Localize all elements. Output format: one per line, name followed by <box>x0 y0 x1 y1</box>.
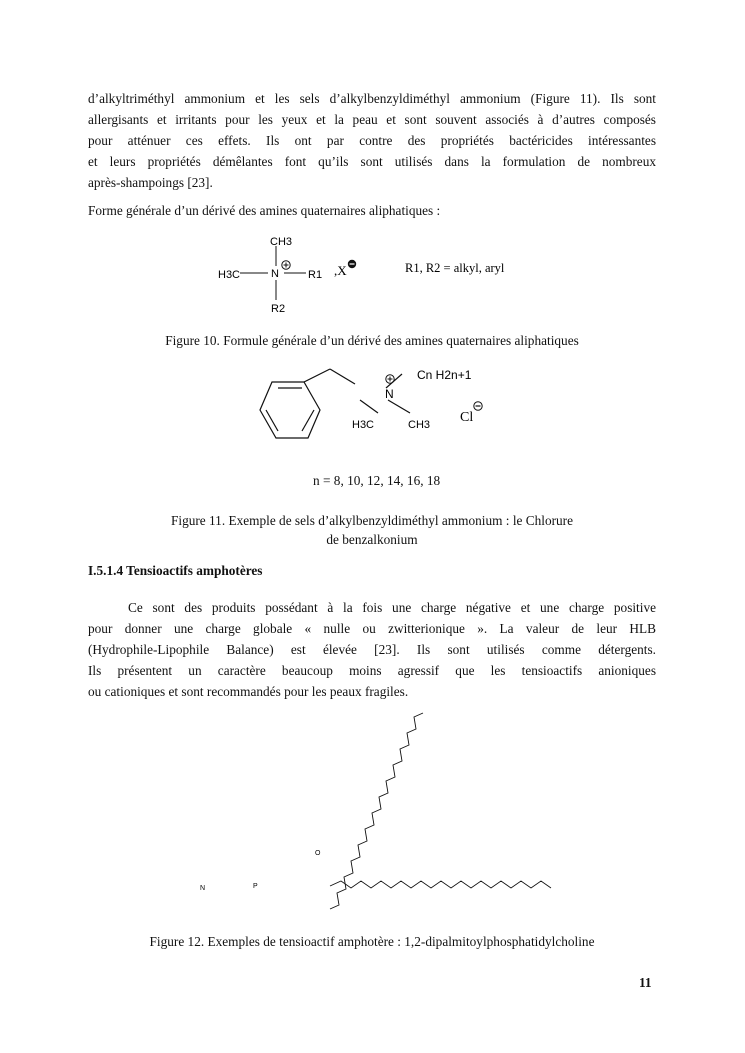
paragraph-cationic <box>88 88 656 193</box>
bond-line <box>360 400 378 413</box>
n-values: n = 8, 10, 12, 14, 16, 18 <box>313 473 441 488</box>
figure-10-structure <box>200 228 560 318</box>
figure-10-caption: Figure 10. Formule générale d’un dérivé des amines quaternaires aliphatiques <box>165 333 579 348</box>
figure-11-caption <box>88 511 656 549</box>
negative-charge-icon <box>348 260 356 268</box>
oxygen-label: O <box>315 850 321 857</box>
bond-line <box>330 369 355 384</box>
text-line: allergisants et irritants pour les yeux et la peau et sont souvent associés à d’autres composés <box>88 112 656 127</box>
intro-figure-10: Forme générale d’un dérivé des amines quaternaires aliphatiques : <box>88 203 441 218</box>
text-line: Ils présentent un caractère beaucoup moins agressif que les tensioactifs anioniques <box>88 663 656 678</box>
nitrogen-label: N <box>200 885 206 892</box>
ch3-label: CH3 <box>270 236 293 248</box>
nitrogen-label: N <box>385 387 394 401</box>
r2-label: R2 <box>271 303 286 315</box>
text-line: pour donner une charge globale « nulle ou zwitterionique ». La valeur de leur HLB <box>88 621 656 636</box>
figure-11-structure <box>250 362 500 442</box>
bond-line <box>388 400 410 413</box>
chain-lower <box>330 881 551 888</box>
caption-line: de benzalkonium <box>326 532 418 547</box>
paragraph-amphoteric <box>88 597 656 702</box>
text-line: Ce sont des produits possédant à la fois une charge négative et une charge positive <box>128 600 656 615</box>
text-line: pour atténuer ces effets. Ils ont par contre des propriétés bactéricides intéressantes <box>88 133 656 148</box>
figure-12-caption: Figure 12. Exemples de tensioactif amphotère : 1,2-dipalmitoylphosphatidylcholine <box>149 934 595 949</box>
text-line: d’alkyltriméthyl ammonium et les sels d’alkylbenzyldiméthyl ammonium (Figure 11). Ils sont <box>88 91 656 106</box>
ch3-label: CH3 <box>408 419 431 431</box>
nitrogen-label: N <box>271 268 279 280</box>
double-bond <box>266 410 278 431</box>
negative-charge-icon <box>474 402 482 410</box>
text-line: après-shampoings [23]. <box>88 175 213 190</box>
caption-line: Figure 11. Exemple de sels d’alkylbenzyldiméthyl ammonium : le Chlorure <box>170 513 574 528</box>
text-line: ou cationiques et sont recommandés pour les peaux fragiles. <box>88 684 409 699</box>
chain-upper <box>330 713 423 909</box>
h3c-label: H3C <box>218 269 241 281</box>
chloride-label: Cl <box>460 410 474 425</box>
text-line: et leurs propriétés démêlantes font qu’ils sont utilisés dans la formulation de nombreux <box>88 154 656 169</box>
r1-label: R1 <box>308 269 323 281</box>
counterion-label: ,X <box>334 263 347 278</box>
benzene-ring <box>260 382 320 438</box>
alkyl-chain-label: Cn H2n+1 <box>417 368 472 382</box>
page-number: 11 <box>639 975 652 990</box>
phosphorus-label: P <box>253 883 258 890</box>
h3c-label: H3C <box>352 419 375 431</box>
text-line: (Hydrophile-Lipophile Balance) est élevée [23]. Ils sont utilisés comme détergents. <box>88 642 656 657</box>
bond-line <box>304 369 330 382</box>
substituent-legend: R1, R2 = alkyl, aryl <box>405 261 505 275</box>
figure-12-structure <box>185 705 565 920</box>
section-heading: I.5.1.4 Tensioactifs amphotères <box>88 563 263 578</box>
